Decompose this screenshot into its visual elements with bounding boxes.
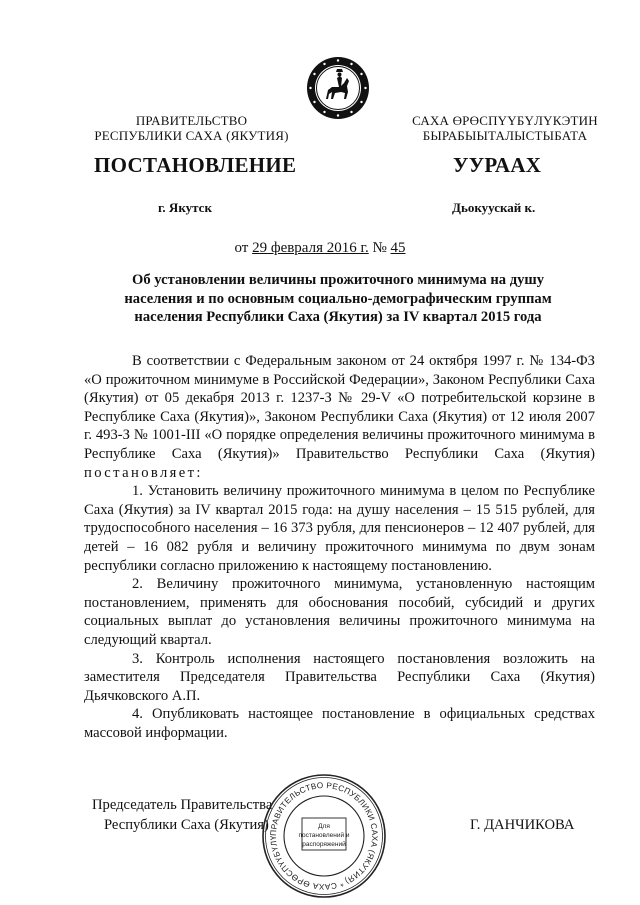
city-yakut: Дьокуускай к.: [452, 200, 536, 215]
signatory-title-line2: Республики Саха (Якутия): [104, 817, 269, 833]
issuer-russian-line1: ПРАВИТЕЛЬСТВО: [135, 113, 248, 128]
decree-title: [100, 271, 576, 327]
coat-of-arms-emblem: [306, 56, 370, 120]
decree-word: постановляет:: [84, 464, 203, 481]
item-4-paragraph: 4. Опубликовать настоящее постановление в официальных средствах массовой информации.: [84, 706, 595, 741]
title-line: Об установлении величины прожиточного минимума на душу: [131, 272, 545, 288]
official-seal: [260, 772, 388, 900]
date-number-line: [0, 240, 640, 257]
title-line: населения и по основным социально-демографическим группам: [124, 290, 552, 307]
issuer-russian: [84, 113, 299, 143]
signatory-name: Г. ДАНЧИКОВА: [470, 817, 575, 833]
item-1-paragraph: 1. Установить величину прожиточного минимума в целом по Республике Саха (Якутия) за IV квартал 2015 года: на душу населения – 15 515 рублей, для трудоспособного населения – 16 373 рубля, для пенсионеров – 12 407 рублей, для детей – 16 082 рубля и величину прожиточного минимума по двум зонам республики согласно приложению к настоящему постановлению.: [84, 483, 595, 574]
seal-center-line1: Для: [318, 823, 330, 830]
seal-center-line3: распоряжений: [302, 841, 346, 848]
decree-number: 45: [390, 240, 406, 256]
seal-ring-text: ПРАВИТЕЛЬСТВО РЕСПУБЛИКИ САХА (ЯКУТИЯ) * САХА ӨРӨСПҮҮБҮЛҮ: [268, 780, 380, 892]
issuer-yakut-line1: САХА ӨРӨСПҮҮБҮЛҮКЭТИН: [412, 113, 598, 128]
decree-body: [84, 352, 595, 742]
preamble-text: В соответствии с Федеральным законом от 24 октября 1997 г. № 134-ФЗ «О прожиточном минимуме в Российской Федерации», Законом Республики Саха (Якутия) от 05 декабря 2013 г. 1237-З № 29-V «О потребительской корзине в Республике Саха (Якутия)», Законом Республики Саха (Якутия) от 12 июля 2007 г. 493-З № 1001-III «О порядке определения величины прожиточного минимума в Республике Саха (Якутия)» Правительство Республики Саха (Якутия): [84, 353, 595, 462]
doc-type-yakut: УУРААХ: [453, 153, 542, 177]
preamble-paragraph: [84, 352, 595, 482]
decree-date: 29 февраля 2016 г.: [252, 240, 369, 256]
issuer-yakut-line2: БЫРАБЫЫТАЛЫСТЫБАТА: [422, 128, 588, 143]
item-3-paragraph: 3. Контроль исполнения настоящего постановления возложить на заместителя Председателя Правительства Республики Саха (Якутия) Дьячковского А.П.: [84, 650, 595, 704]
seal-center-line2: постановлений и: [298, 832, 350, 839]
doc-type-russian: ПОСТАНОВЛЕНИЕ: [94, 153, 297, 177]
number-prefix: №: [372, 240, 387, 256]
title-line: населения Республики Саха (Якутия) за IV квартал 2015 года: [134, 309, 542, 325]
date-prefix: от: [234, 240, 249, 256]
issuer-russian-line2: РЕСПУБЛИКИ САХА (ЯКУТИЯ): [94, 128, 289, 143]
signatory-title-line1: Председатель Правительства: [92, 797, 273, 813]
issuer-yakut: [392, 113, 618, 143]
item-2-paragraph: 2. Величину прожиточного минимума, установленную настоящим постановлением, применять для обоснования пособий, субсидий и других социальных выплат до установления величины прожиточного минимума на следующий квартал.: [84, 576, 595, 648]
city-russian: г. Якутск: [158, 200, 212, 215]
